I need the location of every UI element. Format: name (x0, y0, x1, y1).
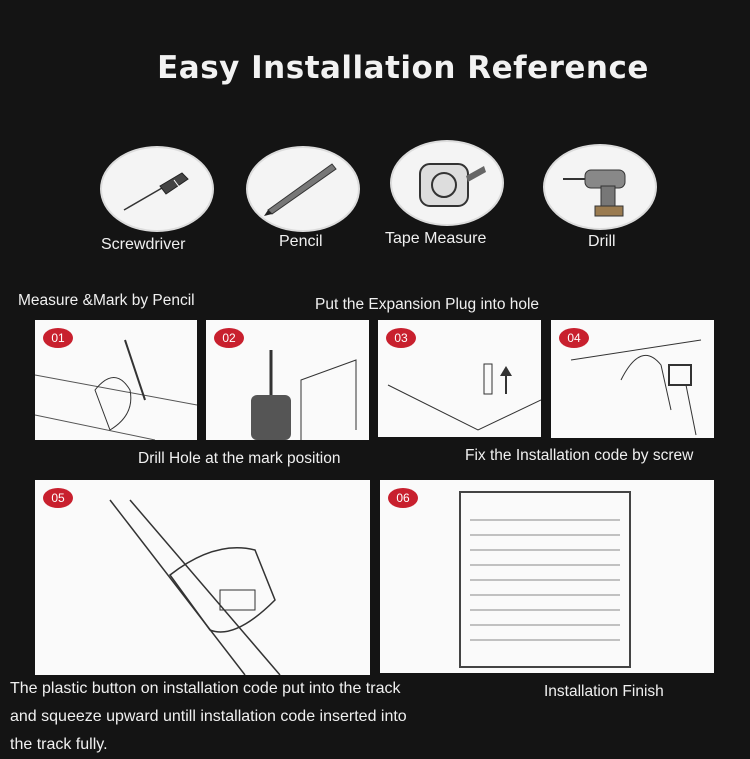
caption-installation-finish: Installation Finish (544, 683, 664, 700)
step5-line-1: The plastic button on installation code put into the track (10, 680, 401, 697)
step5-line-3: the track fully. (10, 736, 108, 753)
step-panel-02 (206, 320, 369, 440)
screwdriver-circle (100, 146, 214, 232)
drill-circle (543, 144, 657, 230)
drill-icon (545, 146, 655, 228)
step-badge-04: 04 (559, 328, 589, 348)
step-badge-06: 06 (388, 488, 418, 508)
tape-measure-circle (390, 140, 504, 226)
finished-blind-illustration (380, 480, 714, 673)
step5-line-2: and squeeze upward untill installation code inserted into (10, 708, 407, 725)
step-badge-05: 05 (43, 488, 73, 508)
pencil-circle (246, 146, 360, 232)
tool-label-tape-measure: Tape Measure (385, 230, 487, 247)
screwdriver-icon (102, 148, 212, 230)
step-panel-05 (35, 480, 370, 675)
step-badge-03: 03 (386, 328, 416, 348)
step-panel-01 (35, 320, 197, 440)
tape-measure-icon (392, 142, 502, 224)
step5-instructions (10, 675, 530, 759)
step-panel-06 (380, 480, 714, 673)
step-panel-03 (378, 320, 541, 437)
tool-label-drill: Drill (588, 233, 616, 250)
caption-expansion-plug: Put the Expansion Plug into hole (315, 296, 540, 313)
caption-fix-code: Fix the Installation code by screw (465, 447, 694, 464)
track-insert-illustration (35, 480, 370, 675)
caption-measure-mark: Measure &Mark by Pencil (18, 292, 195, 309)
tool-label-pencil: Pencil (279, 233, 323, 250)
step-badge-02: 02 (214, 328, 244, 348)
step-badge-01: 01 (43, 328, 73, 348)
caption-drill-hole: Drill Hole at the mark position (138, 450, 341, 467)
page-title: Easy Installation Reference (157, 50, 649, 86)
step-panel-04 (551, 320, 714, 438)
pencil-icon (248, 148, 358, 230)
tool-label-screwdriver: Screwdriver (101, 236, 186, 253)
